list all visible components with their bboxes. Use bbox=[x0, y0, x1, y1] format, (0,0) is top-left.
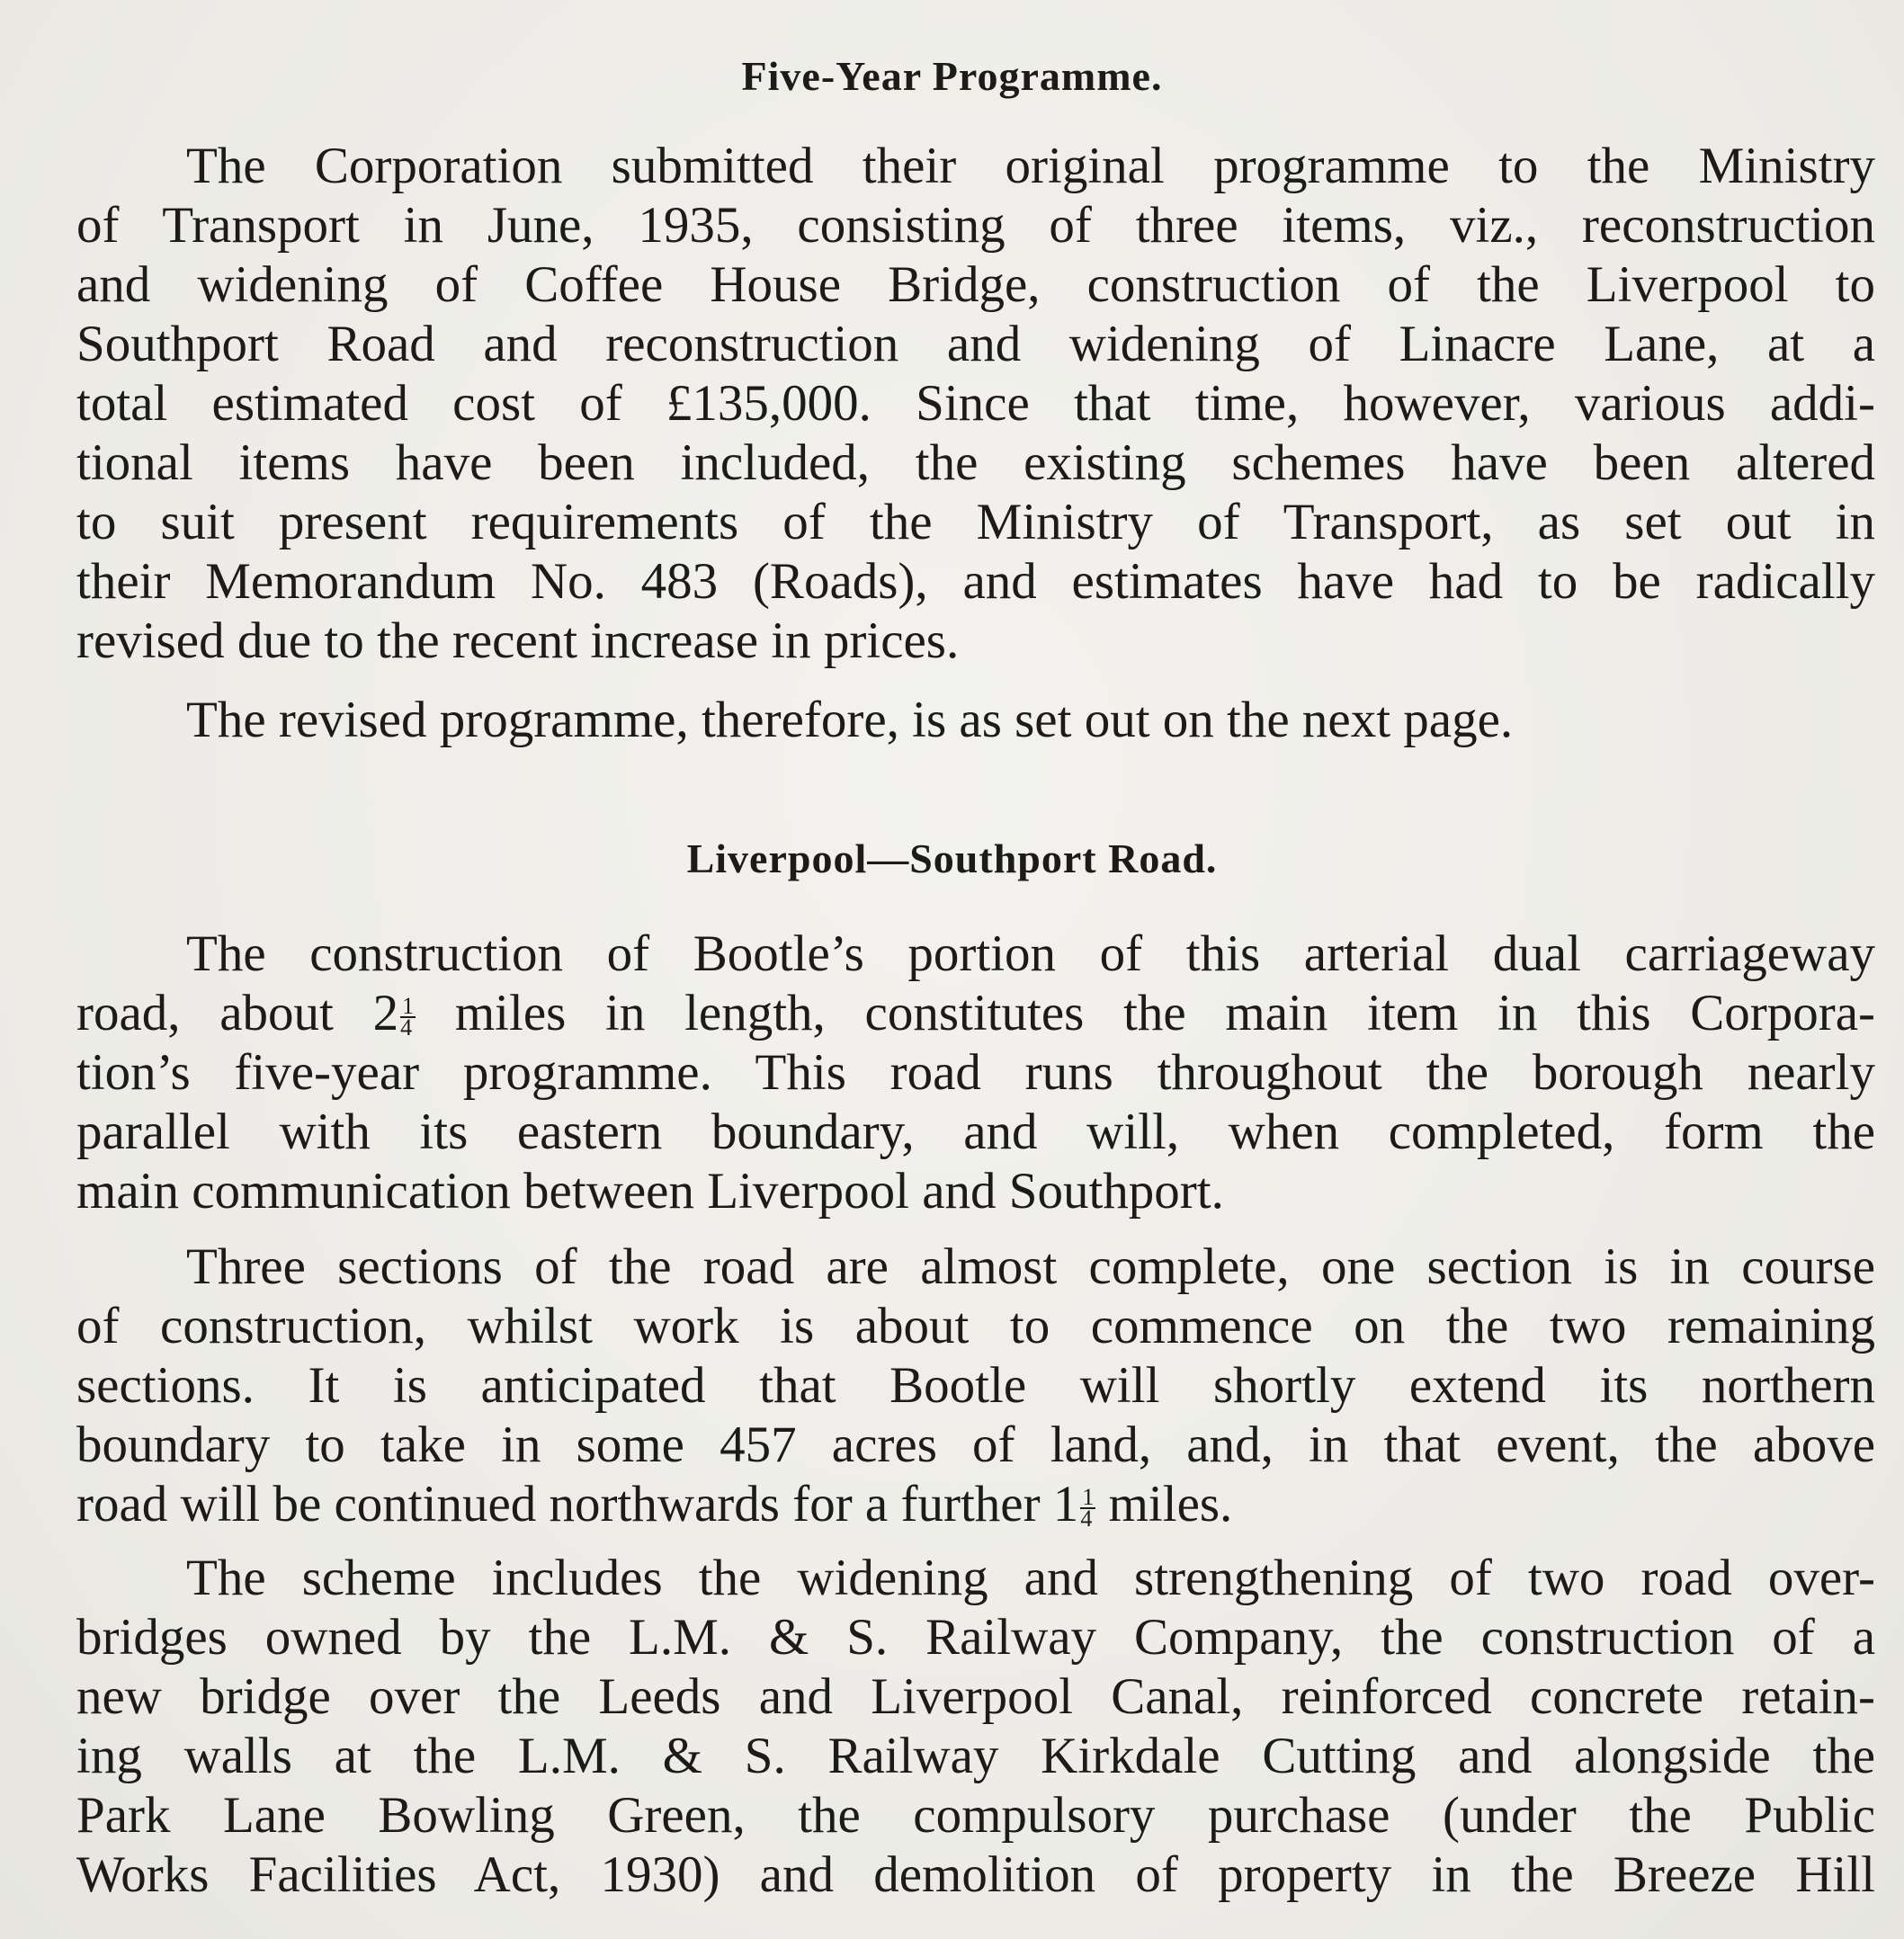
heading-five-year-programme: Five-Year Programme. bbox=[741, 53, 1163, 99]
text-line: ing walls at the L.M. & S. Railway Kirkdale Cutting and alongside the bbox=[76, 1728, 1875, 1784]
text-segment: miles. bbox=[1095, 1476, 1233, 1532]
text-line: sections. It is anticipated that Bootle will shortly extend its northern bbox=[76, 1357, 1875, 1414]
fraction-numerator: 1 bbox=[1082, 1484, 1095, 1510]
fraction-quarter bbox=[400, 993, 416, 1041]
text-line-with-fraction bbox=[76, 1475, 1875, 1534]
text-line: tion’s five-year programme. This road runs throughout the borough nearly bbox=[76, 1044, 1875, 1101]
text-line: The revised programme, therefore, is as set out on the next page. bbox=[186, 692, 1514, 748]
text-line: main communication between Liverpool and Southport. bbox=[76, 1163, 1224, 1220]
text-line: to suit present requirements of the Ministry of Transport, as set out in bbox=[76, 494, 1875, 550]
text-line: their Memorandum No. 483 (Roads), and estimates have had to be radically bbox=[76, 553, 1875, 610]
text-line: tional items have been included, the existing schemes have been altered bbox=[76, 434, 1875, 491]
fraction-quarter bbox=[1080, 1484, 1095, 1532]
text-line: total estimated cost of £135,000. Since that time, however, various addi- bbox=[76, 375, 1875, 432]
text-segment: miles in length, constitutes the main item in this Corpora- bbox=[416, 985, 1875, 1041]
text-line: Southport Road and reconstruction and widening of Linacre Lane, at a bbox=[76, 316, 1875, 372]
text-line: bridges owned by the L.M. & S. Railway Company, the construction of a bbox=[76, 1609, 1875, 1666]
fraction-numerator: 1 bbox=[402, 993, 415, 1019]
text-line: boundary to take in some 457 acres of land, and, in that event, the above bbox=[76, 1416, 1875, 1473]
fraction-denominator: 4 bbox=[400, 1014, 413, 1041]
text-segment: road will be continued northwards for a further 1 bbox=[76, 1476, 1079, 1532]
text-line: of construction, whilst work is about to commence on the two remaining bbox=[76, 1298, 1875, 1354]
text-segment: road, about 2 bbox=[76, 985, 399, 1041]
text-line-with-fraction bbox=[76, 984, 1875, 1043]
text-line: The Corporation submitted their original programme to the Ministry bbox=[186, 138, 1875, 194]
text-line: The construction of Bootle’s portion of this arterial dual carriageway bbox=[186, 925, 1875, 982]
text-line: new bridge over the Leeds and Liverpool Canal, reinforced concrete retain- bbox=[76, 1668, 1875, 1725]
text-line: and widening of Coffee House Bridge, construction of the Liverpool to bbox=[76, 256, 1875, 313]
text-line: of Transport in June, 1935, consisting of three items, viz., reconstruction bbox=[76, 197, 1875, 254]
text-line: revised due to the recent increase in prices. bbox=[76, 612, 960, 669]
heading-liverpool-southport-road: Liverpool—Southport Road. bbox=[686, 835, 1218, 881]
text-line: Park Lane Bowling Green, the compulsory purchase (under the Public bbox=[76, 1787, 1875, 1844]
text-line: The scheme includes the widening and strengthening of two road over- bbox=[186, 1550, 1875, 1606]
text-line: Three sections of the road are almost complete, one section is in course bbox=[186, 1238, 1875, 1295]
text-line: Works Facilities Act, 1930) and demolition of property in the Breeze Hill bbox=[76, 1846, 1875, 1903]
fraction-denominator: 4 bbox=[1080, 1506, 1093, 1532]
text-line: parallel with its eastern boundary, and will, when completed, form the bbox=[76, 1104, 1875, 1160]
